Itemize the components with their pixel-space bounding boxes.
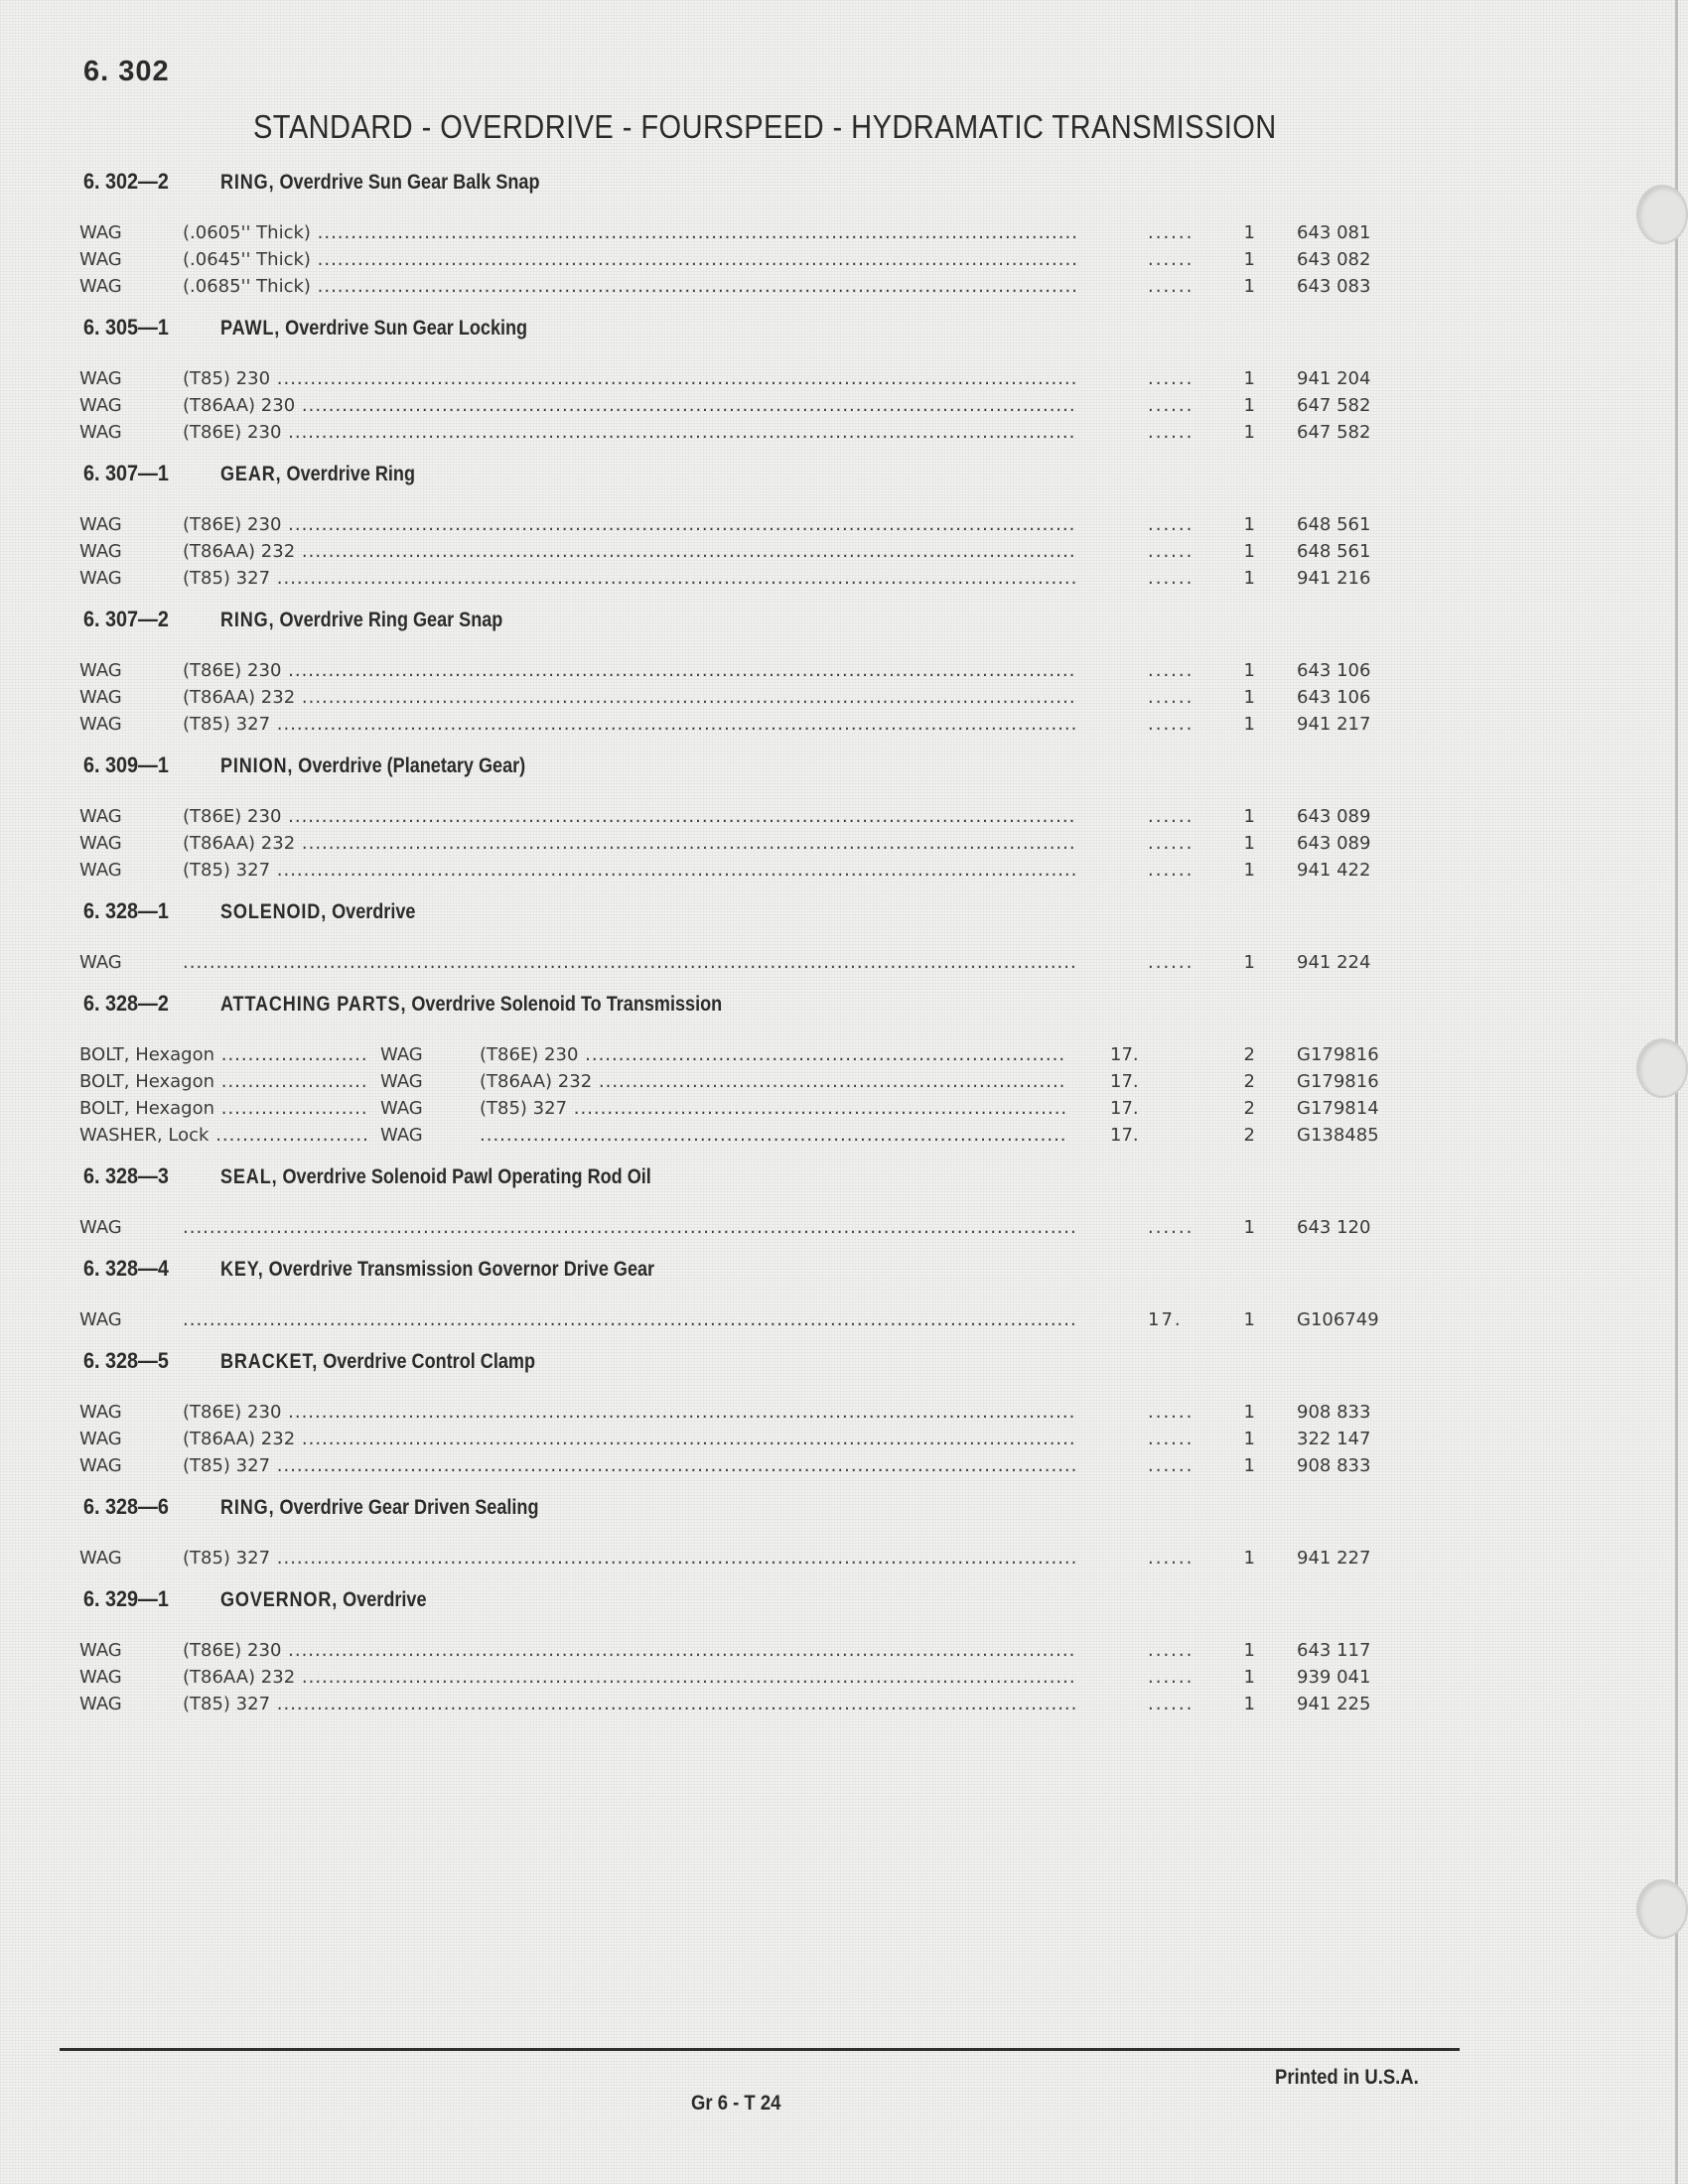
application-spec: (T85) 327 ..... [183, 1455, 1076, 1476]
quantity: 1 [1243, 541, 1255, 562]
illustration-page: 17. [1110, 1071, 1139, 1092]
illustration-page: ...... [1148, 368, 1195, 389]
part-number: 941 216 [1297, 568, 1371, 589]
part-description: Overdrive Solenoid To Transmission [411, 993, 723, 1016]
model-code: WAG [79, 1309, 122, 1330]
quantity: 1 [1243, 1429, 1255, 1449]
application-spec: (T86E) 230 ..... [183, 1640, 1076, 1661]
quantity: 1 [1243, 714, 1255, 735]
model-code: WAG [79, 1402, 122, 1423]
part-row [0, 833, 1688, 860]
quantity: 1 [1243, 568, 1255, 589]
parts-section [0, 1586, 1688, 1732]
part-number: 643 089 [1297, 806, 1371, 827]
part-number: 941 422 [1297, 860, 1371, 881]
part-name: BOLT, Hexagon ..... [79, 1098, 367, 1119]
section-heading [0, 1163, 1688, 1209]
parts-section [0, 461, 1688, 607]
part-number: 643 120 [1297, 1217, 1371, 1238]
part-number: 941 217 [1297, 714, 1371, 735]
quantity: 1 [1243, 1640, 1255, 1661]
part-number: 941 225 [1297, 1694, 1371, 1714]
quantity: 1 [1243, 1217, 1255, 1238]
section-rows [0, 1394, 1688, 1494]
part-name: BOLT, Hexagon ..... [79, 1071, 367, 1092]
part-description: Overdrive Gear Driven Sealing [279, 1496, 539, 1519]
quantity: 1 [1243, 422, 1255, 443]
section-number: 6. 328—4 [83, 1256, 169, 1281]
section-description [220, 1258, 654, 1282]
part-noun: SEAL, [220, 1165, 278, 1188]
application-spec: (T86E) 230 ..... [183, 422, 1076, 443]
application-spec [480, 1125, 1067, 1146]
part-noun: BRACKET, [220, 1350, 319, 1373]
section-rows [0, 506, 1688, 607]
model-code: WAG [79, 860, 122, 881]
parts-section [0, 169, 1688, 315]
illustration-page: ...... [1148, 860, 1195, 881]
part-row [0, 541, 1688, 568]
application-spec: (T86AA) 232 ..... [480, 1071, 1067, 1092]
part-row [0, 952, 1688, 979]
parts-section [0, 752, 1688, 898]
section-number: 6. 305—1 [83, 315, 169, 340]
application-spec: (T86E) 230 ..... [183, 1402, 1076, 1423]
part-noun: ATTACHING PARTS, [220, 993, 407, 1016]
illustration-page: ...... [1148, 276, 1195, 297]
section-rows [0, 1301, 1688, 1348]
model-code: WAG [79, 368, 122, 389]
part-row [0, 568, 1688, 595]
part-row [0, 660, 1688, 687]
section-heading [0, 1256, 1688, 1301]
part-noun: RING, [220, 171, 275, 194]
part-number: 643 082 [1297, 249, 1371, 270]
quantity: 1 [1243, 860, 1255, 881]
application-spec: (T86E) 230 ..... [183, 514, 1076, 535]
model-code: WAG [79, 541, 122, 562]
printed-in-label: Printed in U.S.A. [1275, 2066, 1419, 2089]
part-number: 908 833 [1297, 1455, 1371, 1476]
section-number: 6. 302—2 [83, 169, 169, 194]
application-spec: (.0605'' Thick) ..... [183, 222, 1076, 243]
part-description: Overdrive (Planetary Gear) [298, 754, 526, 777]
section-heading [0, 461, 1688, 506]
part-description: Overdrive Control Clamp [323, 1350, 535, 1373]
section-description [220, 754, 525, 778]
section-description [220, 609, 502, 632]
part-number: 939 041 [1297, 1667, 1371, 1688]
part-row [0, 1098, 1688, 1125]
part-noun: GEAR, [220, 463, 282, 485]
part-noun: SOLENOID, [220, 900, 328, 923]
part-row [0, 222, 1688, 249]
part-description: Overdrive Ring [286, 463, 416, 485]
quantity: 1 [1243, 1455, 1255, 1476]
parts-section [0, 1256, 1688, 1348]
part-row [0, 860, 1688, 887]
model-code: WAG [79, 1217, 122, 1238]
quantity: 2 [1243, 1125, 1255, 1146]
section-number: 6. 307—2 [83, 607, 169, 631]
part-row [0, 1548, 1688, 1574]
application-spec: (T86E) 230 ..... [183, 660, 1076, 681]
application-spec: (T86AA) 232 ..... [183, 833, 1076, 854]
part-row [0, 1217, 1688, 1244]
illustration-page: ...... [1148, 1429, 1195, 1449]
part-number: 941 224 [1297, 952, 1371, 973]
part-noun: GOVERNOR, [220, 1588, 339, 1611]
illustration-page: ...... [1148, 1455, 1195, 1476]
application-spec: (.0685'' Thick) ..... [183, 276, 1076, 297]
model-code: WAG [79, 514, 122, 535]
part-row [0, 1071, 1688, 1098]
part-noun: RING, [220, 1496, 275, 1519]
section-rows [0, 360, 1688, 461]
application-spec [183, 1217, 1076, 1238]
quantity: 1 [1243, 276, 1255, 297]
part-row [0, 1309, 1688, 1336]
illustration-page: ...... [1148, 541, 1195, 562]
application-spec: (T86AA) 230 ..... [183, 395, 1076, 416]
section-heading [0, 607, 1688, 652]
part-description: Overdrive Transmission Governor Drive Gear [268, 1258, 655, 1281]
quantity: 1 [1243, 1667, 1255, 1688]
section-description [220, 317, 527, 341]
part-number: 908 833 [1297, 1402, 1371, 1423]
section-description [220, 1588, 426, 1612]
illustration-page: ...... [1148, 422, 1195, 443]
illustration-page: ...... [1148, 395, 1195, 416]
quantity: 1 [1243, 660, 1255, 681]
part-number: G106749 [1297, 1309, 1379, 1330]
quantity: 1 [1243, 1309, 1255, 1330]
application-spec [183, 1309, 1076, 1330]
quantity: 1 [1243, 1694, 1255, 1714]
section-rows [0, 944, 1688, 991]
part-number: 643 106 [1297, 687, 1371, 708]
section-rows [0, 1632, 1688, 1732]
illustration-page: ...... [1148, 1694, 1195, 1714]
illustration-page: ...... [1148, 1402, 1195, 1423]
part-number: 648 561 [1297, 541, 1371, 562]
section-rows [0, 1209, 1688, 1256]
parts-section [0, 315, 1688, 461]
illustration-page: ...... [1148, 952, 1195, 973]
part-number: G138485 [1297, 1125, 1379, 1146]
part-number: 643 089 [1297, 833, 1371, 854]
part-row [0, 249, 1688, 276]
illustration-page: ...... [1148, 1640, 1195, 1661]
illustration-page: 17. [1110, 1125, 1139, 1146]
page-number: 6. 302 [83, 56, 170, 87]
model-code: WAG [79, 806, 122, 827]
part-row [0, 1044, 1688, 1071]
illustration-page: ...... [1148, 1217, 1195, 1238]
model-code: WAG [79, 1455, 122, 1476]
section-number: 6. 328—3 [83, 1163, 169, 1188]
parts-section [0, 1494, 1688, 1586]
quantity: 2 [1243, 1044, 1255, 1065]
section-description [220, 993, 722, 1017]
part-name: BOLT, Hexagon ..... [79, 1044, 367, 1065]
model-code: WAG [79, 1667, 122, 1688]
part-row [0, 395, 1688, 422]
section-description [220, 1350, 535, 1374]
part-noun: PINION, [220, 754, 294, 777]
section-heading [0, 169, 1688, 214]
quantity: 1 [1243, 514, 1255, 535]
part-description: Overdrive [343, 1588, 427, 1611]
application-spec: (T85) 327 ..... [183, 860, 1076, 881]
section-number: 6. 329—1 [83, 1586, 169, 1611]
quantity: 1 [1243, 806, 1255, 827]
section-description [220, 900, 415, 924]
part-row [0, 1402, 1688, 1429]
section-description [220, 1165, 651, 1189]
part-row [0, 687, 1688, 714]
parts-list [0, 169, 1688, 1732]
model-code: WAG [79, 687, 122, 708]
part-noun: RING, [220, 609, 275, 631]
section-number: 6. 328—6 [83, 1494, 169, 1519]
part-number: 643 083 [1297, 276, 1371, 297]
application-spec: (T86AA) 232 ..... [183, 687, 1076, 708]
part-description: Overdrive Sun Gear Balk Snap [279, 171, 540, 194]
illustration-page: ...... [1148, 249, 1195, 270]
application-spec: (T85) 327 ..... [183, 568, 1076, 589]
application-spec: (T85) 230 ..... [183, 368, 1076, 389]
part-row [0, 368, 1688, 395]
model-code: WAG [79, 395, 122, 416]
model-code: WAG [380, 1071, 423, 1092]
application-spec: (T85) 327 ..... [480, 1098, 1067, 1119]
part-number: 643 081 [1297, 222, 1371, 243]
section-description [220, 463, 415, 486]
part-row [0, 1125, 1688, 1152]
quantity: 2 [1243, 1098, 1255, 1119]
illustration-page: ...... [1148, 1667, 1195, 1688]
application-spec: (T86AA) 232 ..... [183, 1667, 1076, 1688]
parts-section [0, 1348, 1688, 1494]
part-description: Overdrive Ring Gear Snap [279, 609, 503, 631]
illustration-page: ...... [1148, 687, 1195, 708]
model-code: WAG [79, 422, 122, 443]
binder-hole-bottom [1636, 1879, 1688, 1939]
parts-section [0, 1163, 1688, 1256]
section-number: 6. 328—5 [83, 1348, 169, 1373]
application-spec: (T86E) 230 ..... [183, 806, 1076, 827]
application-spec [183, 952, 1076, 973]
section-heading [0, 752, 1688, 798]
page-title: STANDARD - OVERDRIVE - FOURSPEED - HYDRAMATIC TRANSMISSION [253, 108, 1277, 145]
model-code: WAG [79, 660, 122, 681]
quantity: 1 [1243, 687, 1255, 708]
application-spec: (T86E) 230 ..... [480, 1044, 1067, 1065]
part-row [0, 514, 1688, 541]
part-name: WASHER, Lock ..... [79, 1125, 367, 1146]
quantity: 1 [1243, 833, 1255, 854]
part-noun: PAWL, [220, 317, 281, 340]
section-heading [0, 315, 1688, 360]
section-rows [0, 214, 1688, 315]
part-row [0, 1455, 1688, 1482]
section-heading [0, 1348, 1688, 1394]
section-heading [0, 991, 1688, 1036]
illustration-page: ...... [1148, 806, 1195, 827]
part-row [0, 422, 1688, 449]
section-rows [0, 1036, 1688, 1163]
part-row [0, 1694, 1688, 1720]
application-spec: (.0645'' Thick) ..... [183, 249, 1076, 270]
model-code: WAG [79, 1694, 122, 1714]
section-number: 6. 307—1 [83, 461, 169, 485]
part-number: 643 117 [1297, 1640, 1371, 1661]
illustration-page: 17. [1110, 1098, 1139, 1119]
model-code: WAG [79, 568, 122, 589]
application-spec: (T86AA) 232 ..... [183, 541, 1076, 562]
illustration-page: ...... [1148, 1548, 1195, 1569]
part-row [0, 714, 1688, 741]
part-number: G179816 [1297, 1044, 1379, 1065]
part-number: 643 106 [1297, 660, 1371, 681]
quantity: 1 [1243, 952, 1255, 973]
quantity: 1 [1243, 368, 1255, 389]
model-code: WAG [79, 952, 122, 973]
quantity: 2 [1243, 1071, 1255, 1092]
part-row [0, 806, 1688, 833]
part-number: 648 561 [1297, 514, 1371, 535]
footer-rule [60, 2048, 1460, 2051]
model-code: WAG [380, 1044, 423, 1065]
part-description: Overdrive Solenoid Pawl Operating Rod Oil [282, 1165, 651, 1188]
quantity: 1 [1243, 249, 1255, 270]
quantity: 1 [1243, 1548, 1255, 1569]
part-number: 647 582 [1297, 395, 1371, 416]
section-number: 6. 328—2 [83, 991, 169, 1016]
application-spec: (T85) 327 ..... [183, 1694, 1076, 1714]
parts-section [0, 607, 1688, 752]
part-number: G179816 [1297, 1071, 1379, 1092]
part-number: 647 582 [1297, 422, 1371, 443]
part-noun: KEY, [220, 1258, 264, 1281]
part-row [0, 1667, 1688, 1694]
application-spec: (T86AA) 232 ..... [183, 1429, 1076, 1449]
illustration-page: ...... [1148, 833, 1195, 854]
quantity: 1 [1243, 395, 1255, 416]
application-spec: (T85) 327 ..... [183, 714, 1076, 735]
model-code: WAG [380, 1125, 423, 1146]
model-code: WAG [79, 222, 122, 243]
section-number: 6. 328—1 [83, 898, 169, 923]
section-heading [0, 1494, 1688, 1540]
section-description [220, 1496, 538, 1520]
parts-section [0, 991, 1688, 1163]
section-rows [0, 1540, 1688, 1586]
part-number: 941 204 [1297, 368, 1371, 389]
part-description: Overdrive Sun Gear Locking [285, 317, 528, 340]
illustration-page: 17. [1110, 1044, 1139, 1065]
quantity: 1 [1243, 222, 1255, 243]
model-code: WAG [79, 249, 122, 270]
parts-section [0, 898, 1688, 991]
model-code: WAG [79, 1640, 122, 1661]
part-number: 941 227 [1297, 1548, 1371, 1569]
group-page-label: Gr 6 - T 24 [691, 2092, 781, 2115]
part-row [0, 1640, 1688, 1667]
section-heading [0, 1586, 1688, 1632]
illustration-page: ...... [1148, 514, 1195, 535]
section-description [220, 171, 539, 195]
part-description: Overdrive [332, 900, 416, 923]
illustration-page: ...... [1148, 568, 1195, 589]
section-heading [0, 898, 1688, 944]
illustration-page: 17. [1148, 1309, 1183, 1330]
part-number: G179814 [1297, 1098, 1379, 1119]
application-spec: (T85) 327 ..... [183, 1548, 1076, 1569]
model-code: WAG [79, 1429, 122, 1449]
model-code: WAG [79, 1548, 122, 1569]
part-number: 322 147 [1297, 1429, 1371, 1449]
part-row [0, 276, 1688, 303]
section-rows [0, 798, 1688, 898]
quantity: 1 [1243, 1402, 1255, 1423]
section-number: 6. 309—1 [83, 752, 169, 777]
model-code: WAG [380, 1098, 423, 1119]
illustration-page: ...... [1148, 714, 1195, 735]
illustration-page: ...... [1148, 222, 1195, 243]
illustration-page: ...... [1148, 660, 1195, 681]
model-code: WAG [79, 833, 122, 854]
section-rows [0, 652, 1688, 752]
part-row [0, 1429, 1688, 1455]
model-code: WAG [79, 714, 122, 735]
model-code: WAG [79, 276, 122, 297]
